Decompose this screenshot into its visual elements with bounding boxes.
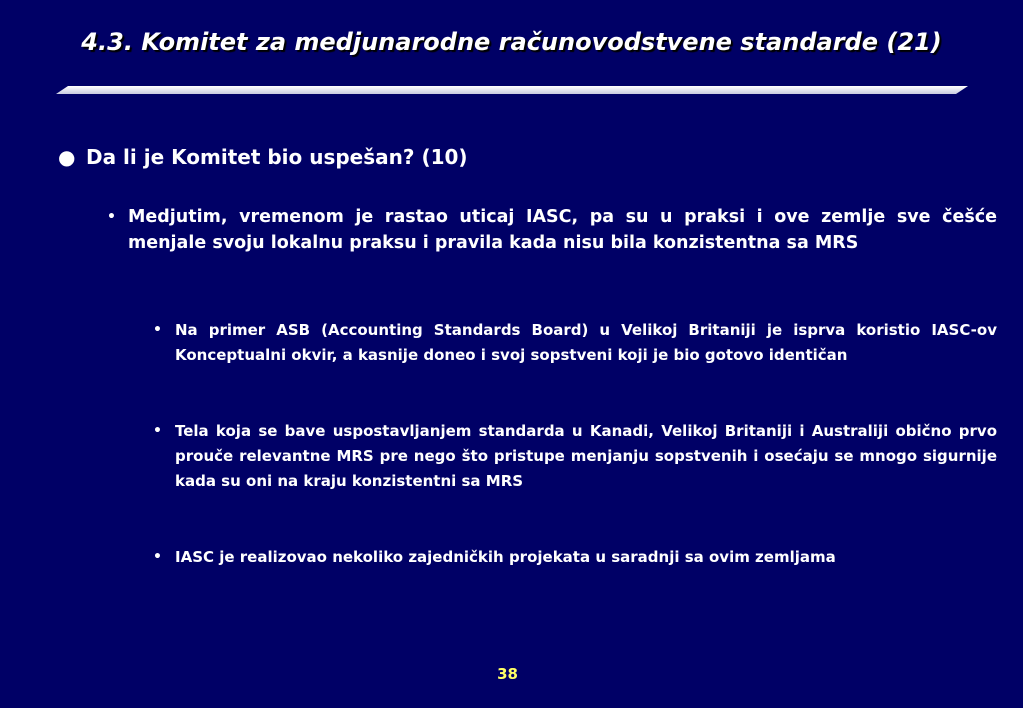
level3-bullet-item (153, 545, 997, 570)
level1-text: Da li je Komitet bio uspešan? (10) (86, 145, 468, 169)
level3-text: Tela koja se bave uspostavljanjem standarda u Kanadi, Velikoj Britaniji i Australiji obično prvo prouče relevantne MRS pre nego što pristupe menjanju sopstvenih i osećaju se mnogo sigurnije kada su oni na kraju konzistentni sa MRS (175, 422, 997, 490)
slide-title: 4.3. Komitet za medjunarodne računovodstvene standarde (21) (81, 28, 942, 56)
dot-bullet-icon: • (153, 423, 162, 439)
page-number: 38 (497, 665, 518, 683)
dot-bullet-icon: • (153, 549, 162, 565)
level3-bullet-item (153, 419, 997, 494)
level2-bullet-item (107, 204, 997, 256)
level2-text: Medjutim, vremenom je rastao uticaj IASC, pa su u praksi i ove zemlje sve češće menjale svoju lokalnu praksu i pravila kada nisu bila konzistentna sa MRS (128, 207, 997, 253)
level3-text: Na primer ASB (Accounting Standards Board) u Velikoj Britaniji je isprva koristio IASC-ov Konceptualni okvir, a kasnije doneo i svoj sopstveni koji je bio gotovo identičan (175, 321, 997, 364)
level3-text: IASC je realizovao nekoliko zajedničkih projekata u saradnji sa ovim zemljama (175, 548, 836, 566)
title-divider (56, 86, 968, 94)
dot-bullet-icon: • (153, 322, 162, 338)
round-bullet-icon: ● (58, 145, 76, 169)
dot-bullet-icon: • (107, 209, 116, 225)
level3-bullet-item (153, 318, 997, 368)
